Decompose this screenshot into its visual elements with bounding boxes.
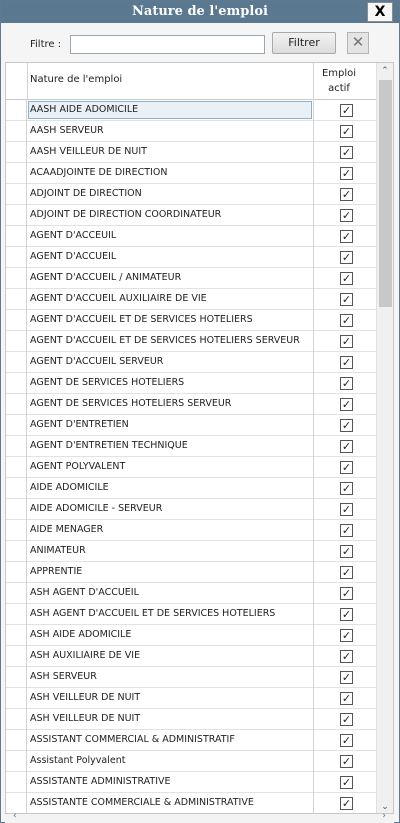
table-row[interactable] <box>6 415 378 436</box>
column-header-active-line2: actif <box>328 83 350 94</box>
table-row[interactable] <box>6 688 378 709</box>
row-selector-cell[interactable] <box>6 142 27 163</box>
job-name-cell[interactable]: AGENT D'ACCUEIL ET DE SERVICES HOTELIERS SERVEUR <box>30 335 300 346</box>
active-checkbox[interactable]: ✓ <box>341 524 352 537</box>
active-cell <box>313 184 377 205</box>
job-name-cell[interactable]: AIDE ADOMICILE - SERVEUR <box>30 503 163 514</box>
table-row[interactable] <box>6 100 378 121</box>
active-checkbox[interactable]: ✓ <box>341 755 352 768</box>
active-cell <box>313 121 377 142</box>
table-row[interactable] <box>6 373 378 394</box>
job-name-cell[interactable]: ASH AIDE ADOMICILE <box>30 629 132 640</box>
scroll-left-icon[interactable]: ‹ <box>13 811 17 821</box>
active-checkbox[interactable]: ✓ <box>341 671 352 684</box>
active-checkbox[interactable]: ✓ <box>341 272 352 285</box>
row-selector-cell[interactable] <box>6 436 27 457</box>
active-checkbox[interactable]: ✓ <box>341 503 352 516</box>
job-name-cell[interactable]: AGENT DE SERVICES HOTELIERS SERVEUR <box>30 398 232 409</box>
table-row[interactable] <box>6 268 378 289</box>
table-row[interactable] <box>6 667 378 688</box>
active-cell <box>313 562 377 583</box>
filter-label: Filtre : <box>30 39 62 50</box>
active-checkbox[interactable]: ✓ <box>341 167 352 180</box>
table-row[interactable] <box>6 751 378 772</box>
active-checkbox[interactable]: ✓ <box>341 398 352 411</box>
active-cell <box>313 772 377 793</box>
active-cell <box>313 520 377 541</box>
active-checkbox[interactable]: ✓ <box>341 650 352 663</box>
active-checkbox[interactable]: ✓ <box>341 776 352 789</box>
table-row[interactable] <box>6 709 378 730</box>
job-name-cell[interactable]: Assistant Polyvalent <box>30 755 126 766</box>
active-checkbox[interactable]: ✓ <box>341 734 352 747</box>
active-checkbox[interactable]: ✓ <box>341 797 352 810</box>
table-row[interactable] <box>6 499 378 520</box>
row-selector-cell[interactable] <box>6 394 27 415</box>
job-name-cell[interactable]: APPRENTIE <box>30 566 83 577</box>
row-selector-cell[interactable] <box>6 121 27 142</box>
column-header-name[interactable]: Nature de l'emploi <box>30 74 123 85</box>
active-cell <box>313 226 377 247</box>
job-name-cell[interactable]: ADJOINT DE DIRECTION <box>30 188 142 199</box>
clear-filter-button[interactable]: ✕ <box>347 32 369 54</box>
active-cell <box>313 583 377 604</box>
table-row[interactable] <box>6 184 378 205</box>
active-cell <box>313 373 377 394</box>
grid-rows <box>6 100 378 814</box>
job-grid <box>5 62 394 814</box>
grid-header <box>6 63 378 100</box>
job-name-cell[interactable]: ASH AUXILIAIRE DE VIE <box>30 650 141 661</box>
table-row[interactable] <box>6 331 378 352</box>
dialog-title: Nature de l'emploi <box>132 4 268 19</box>
active-checkbox[interactable]: ✓ <box>341 125 352 138</box>
active-cell <box>313 247 377 268</box>
job-name-cell[interactable]: AGENT D'ACCUEIL / ANIMATEUR <box>30 272 182 283</box>
table-row[interactable] <box>6 121 378 142</box>
job-name-cell[interactable]: ASSISTANT COMMERCIAL & ADMINISTRATIF <box>30 734 235 745</box>
job-name-cell[interactable]: ASH AGENT D'ACCUEIL <box>30 587 139 598</box>
active-checkbox[interactable]: ✓ <box>341 104 352 117</box>
active-cell <box>313 142 377 163</box>
active-cell <box>313 604 377 625</box>
active-cell <box>313 163 377 184</box>
active-checkbox[interactable]: ✓ <box>341 482 352 495</box>
horizontal-scrollbar[interactable] <box>5 811 394 823</box>
active-cell <box>313 730 377 751</box>
row-selector-cell[interactable] <box>6 478 27 499</box>
scroll-down-icon[interactable]: ⌄ <box>381 802 389 812</box>
job-name-cell[interactable]: AGENT D'ENTRETIEN <box>30 419 129 430</box>
row-selector-cell[interactable] <box>6 289 27 310</box>
row-selector-cell[interactable] <box>6 415 27 436</box>
active-checkbox[interactable]: ✓ <box>341 713 352 726</box>
row-selector-cell[interactable] <box>6 247 27 268</box>
table-row[interactable] <box>6 604 378 625</box>
row-selector-cell[interactable] <box>6 772 27 793</box>
job-name-cell[interactable]: AASH AIDE ADOMICILE <box>30 104 139 115</box>
table-row[interactable] <box>6 730 378 751</box>
active-checkbox[interactable]: ✓ <box>341 293 352 306</box>
table-row[interactable] <box>6 247 378 268</box>
active-cell <box>313 394 377 415</box>
row-selector-cell[interactable] <box>6 457 27 478</box>
row-selector-cell[interactable] <box>6 205 27 226</box>
active-cell <box>313 709 377 730</box>
row-selector-cell[interactable] <box>6 562 27 583</box>
active-cell <box>313 289 377 310</box>
row-selector-cell[interactable] <box>6 100 27 121</box>
active-cell <box>313 499 377 520</box>
table-row[interactable] <box>6 793 378 814</box>
job-name-cell[interactable]: AGENT D'ACCUEIL ET DE SERVICES HOTELIERS <box>30 314 253 325</box>
row-selector-cell[interactable] <box>6 499 27 520</box>
table-row[interactable] <box>6 562 378 583</box>
row-selector-cell[interactable] <box>6 331 27 352</box>
scrollbar-thumb[interactable] <box>379 80 392 307</box>
table-row[interactable] <box>6 625 378 646</box>
active-checkbox[interactable]: ✓ <box>341 419 352 432</box>
active-cell <box>313 625 377 646</box>
filter-input[interactable] <box>70 35 265 54</box>
job-name-cell[interactable]: AGENT D'ACCEUIL <box>30 230 117 241</box>
job-name-cell[interactable]: AIDE ADOMICILE <box>30 482 109 493</box>
close-button[interactable]: X <box>367 2 393 22</box>
job-name-cell[interactable]: ASSISTANTE ADMINISTRATIVE <box>30 776 171 787</box>
active-cell <box>313 310 377 331</box>
job-name-cell[interactable]: AGENT D'ACCUEIL SERVEUR <box>30 356 164 367</box>
job-name-cell[interactable]: ASSISTANTE COMMERCIALE & ADMINISTRATIVE <box>30 797 254 808</box>
active-cell <box>313 541 377 562</box>
job-name-cell[interactable]: AGENT DE SERVICES HOTELIERS <box>30 377 185 388</box>
active-checkbox[interactable]: ✓ <box>341 335 352 348</box>
filter-button[interactable]: Filtrer <box>272 32 336 54</box>
row-selector-cell[interactable] <box>6 625 27 646</box>
active-cell <box>313 457 377 478</box>
job-name-cell[interactable]: AASH SERVEUR <box>30 125 104 136</box>
active-cell <box>313 352 377 373</box>
row-selector-cell[interactable] <box>6 646 27 667</box>
row-selector-cell[interactable] <box>6 541 27 562</box>
table-row[interactable] <box>6 352 378 373</box>
active-checkbox[interactable]: ✓ <box>341 230 352 243</box>
table-row[interactable] <box>6 478 378 499</box>
header-separator <box>27 63 28 100</box>
active-cell <box>313 415 377 436</box>
active-cell <box>313 688 377 709</box>
table-row[interactable] <box>6 163 378 184</box>
table-row[interactable] <box>6 142 378 163</box>
active-checkbox[interactable]: ✓ <box>341 251 352 264</box>
vertical-scrollbar[interactable] <box>376 63 393 814</box>
table-row[interactable] <box>6 583 378 604</box>
column-header-active-line1: Emploi <box>321 68 357 79</box>
row-selector-cell[interactable] <box>6 163 27 184</box>
job-name-cell[interactable]: ASH AGENT D'ACCUEIL ET DE SERVICES HOTELIERS <box>30 608 276 619</box>
active-checkbox[interactable]: ✓ <box>341 440 352 453</box>
table-row[interactable] <box>6 541 378 562</box>
job-name-cell[interactable]: ASH VEILLEUR DE NUIT <box>30 692 141 703</box>
table-row[interactable] <box>6 436 378 457</box>
dialog-titlebar[interactable] <box>1 1 399 23</box>
active-cell <box>313 751 377 772</box>
active-checkbox[interactable]: ✓ <box>341 545 352 558</box>
table-row[interactable] <box>6 520 378 541</box>
active-checkbox[interactable]: ✓ <box>341 314 352 327</box>
active-cell <box>313 268 377 289</box>
active-cell <box>313 793 377 814</box>
active-checkbox[interactable]: ✓ <box>341 356 352 369</box>
active-checkbox[interactable]: ✓ <box>341 209 352 222</box>
job-name-cell[interactable]: ADJOINT DE DIRECTION COORDINATEUR <box>30 209 222 220</box>
active-checkbox[interactable]: ✓ <box>341 461 352 474</box>
active-cell <box>313 100 377 121</box>
job-name-cell[interactable]: AGENT D'ENTRETIEN TECHNIQUE <box>30 440 188 451</box>
active-checkbox[interactable]: ✓ <box>341 692 352 705</box>
row-selector-cell[interactable] <box>6 226 27 247</box>
job-name-cell[interactable]: ASH SERVEUR <box>30 671 97 682</box>
job-name-cell[interactable]: ACAADJOINTE DE DIRECTION <box>30 167 168 178</box>
row-selector-cell[interactable] <box>6 730 27 751</box>
active-checkbox[interactable]: ✓ <box>341 566 352 579</box>
table-row[interactable] <box>6 205 378 226</box>
row-selector-cell[interactable] <box>6 310 27 331</box>
job-name-cell[interactable]: AGENT POLYVALENT <box>30 461 126 472</box>
scroll-right-icon[interactable]: › <box>382 811 386 821</box>
active-cell <box>313 436 377 457</box>
scroll-up-icon[interactable]: ⌃ <box>381 66 389 76</box>
active-cell <box>313 478 377 499</box>
row-selector-cell[interactable] <box>6 604 27 625</box>
row-selector-cell[interactable] <box>6 751 27 772</box>
row-selector-cell[interactable] <box>6 583 27 604</box>
active-cell <box>313 331 377 352</box>
active-checkbox[interactable]: ✓ <box>341 377 352 390</box>
job-name-cell[interactable]: AASH VEILLEUR DE NUIT <box>30 146 147 157</box>
active-cell <box>313 205 377 226</box>
active-checkbox[interactable]: ✓ <box>341 587 352 600</box>
table-row[interactable] <box>6 772 378 793</box>
active-checkbox[interactable]: ✓ <box>341 188 352 201</box>
row-selector-cell[interactable] <box>6 373 27 394</box>
job-name-cell[interactable]: ASH VEILLEUR DE NUIT <box>30 713 141 724</box>
row-selector-cell[interactable] <box>6 709 27 730</box>
table-row[interactable] <box>6 646 378 667</box>
row-selector-cell[interactable] <box>6 520 27 541</box>
table-row[interactable] <box>6 226 378 247</box>
table-row[interactable] <box>6 289 378 310</box>
row-selector-cell[interactable] <box>6 352 27 373</box>
active-cell <box>313 646 377 667</box>
job-name-cell[interactable]: AGENT D'ACCUEIL <box>30 251 117 262</box>
active-checkbox[interactable]: ✓ <box>341 146 352 159</box>
table-row[interactable] <box>6 394 378 415</box>
row-selector-cell[interactable] <box>6 268 27 289</box>
row-selector-cell[interactable] <box>6 184 27 205</box>
active-checkbox[interactable]: ✓ <box>341 629 352 642</box>
column-header-active[interactable] <box>314 66 364 96</box>
job-name-cell[interactable]: ANIMATEUR <box>30 545 86 556</box>
table-row[interactable] <box>6 310 378 331</box>
job-name-cell[interactable]: AIDE MENAGER <box>30 524 104 535</box>
row-selector-cell[interactable] <box>6 688 27 709</box>
table-row[interactable] <box>6 457 378 478</box>
active-cell <box>313 667 377 688</box>
active-checkbox[interactable]: ✓ <box>341 608 352 621</box>
job-name-cell[interactable]: AGENT D'ACCUEIL AUXILIAIRE DE VIE <box>30 293 207 304</box>
row-selector-cell[interactable] <box>6 667 27 688</box>
